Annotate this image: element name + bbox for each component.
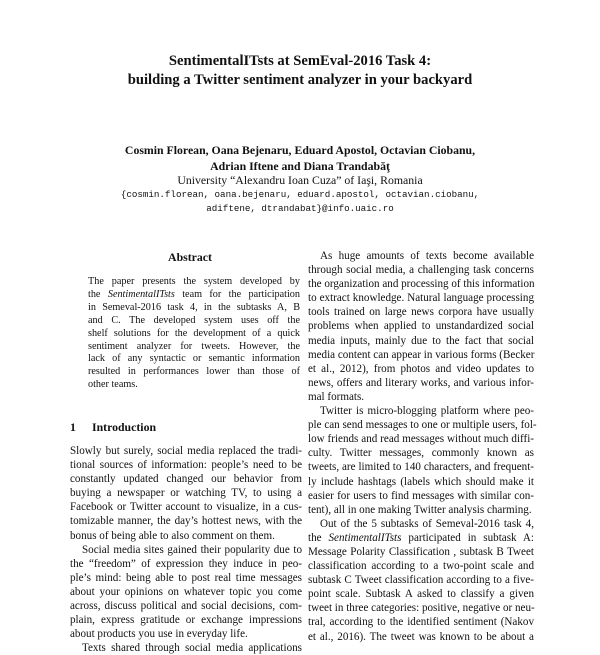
paper-title bbox=[60, 52, 540, 90]
system-name: SentimentalITsts bbox=[107, 288, 175, 300]
text-line: tomizable manner, the day’s hottest news, with the bbox=[70, 515, 302, 528]
abstract-line: other teams. bbox=[88, 379, 138, 391]
authors-line-2: Adrian Iftene and Diana Trandabăţ bbox=[210, 158, 390, 173]
text-line: Facebook or Twitter account to visualize, in a cus- bbox=[70, 501, 302, 514]
section-number: 1 bbox=[70, 420, 76, 434]
text-line: problems when applied to unstandardized social bbox=[308, 320, 534, 333]
author-list bbox=[60, 143, 540, 174]
left-column-text bbox=[70, 444, 302, 655]
text-line: et al., 2016). The tweet was known to be about a bbox=[308, 630, 534, 643]
abstract-line: resulted in performances lower than those of bbox=[88, 366, 300, 378]
text-line: As huge amounts of texts become available bbox=[320, 250, 534, 262]
affiliation: University “Alexandru Ioan Cuza” of Iaşi, Romania bbox=[177, 173, 423, 187]
text-line: tools trained on large news corpora have usually bbox=[308, 306, 534, 319]
text-line: mal formats. bbox=[308, 390, 365, 403]
right-column-text bbox=[308, 249, 537, 644]
text-line: subtask C Tweet classification according to a five- bbox=[308, 574, 534, 587]
text-line: Slowly but surely, social media replaced the tradi- bbox=[70, 445, 302, 457]
text-line: Texts shared through social media applications bbox=[82, 642, 302, 655]
text-line: ple can send messages to one or multiple users, fol- bbox=[308, 419, 537, 432]
abstract-line: shelf solutions for the development of a quick bbox=[88, 327, 300, 339]
text-line: easier for users to find messages with similar con- bbox=[308, 489, 534, 502]
text-line: culty. Twitter messages, commonly known as bbox=[308, 447, 534, 460]
text-line: tional sources of information: people’s need to be bbox=[70, 459, 302, 472]
abstract-line: lack of any syntactic or semantic information bbox=[88, 353, 300, 365]
abstract-line: The paper presents the system developed by bbox=[88, 276, 300, 287]
section-title: Introduction bbox=[92, 420, 157, 434]
abstract-body bbox=[88, 276, 300, 392]
text-line: about products you use in everyday life. bbox=[70, 628, 248, 641]
system-name: SentimentalITsts bbox=[328, 531, 402, 544]
text-line: the SentimentalITsts participated in subtask A: bbox=[308, 531, 534, 544]
text-line: et al., 2012), from photos and video updates to bbox=[308, 362, 534, 375]
text-line: point scale. Subtask A asked to classify a given bbox=[308, 588, 534, 601]
text-line: ple’s mind: being able to post real time messages bbox=[70, 571, 302, 584]
text-line: tweet in three categories: positive, negative or neu- bbox=[308, 602, 535, 615]
text-line: through social media, a challenging task concerns bbox=[308, 264, 534, 277]
text-line: tent), all in one making Twitter analysis charming. bbox=[308, 503, 532, 516]
text-line: constantly updated changed our behavior from bbox=[70, 473, 302, 486]
text-line: about your opinions on whatever topic you come bbox=[70, 585, 302, 598]
author-emails bbox=[60, 188, 540, 216]
section-heading-introduction bbox=[70, 420, 300, 435]
text-line: buying a newspaper or watching TV, to using a bbox=[70, 487, 302, 500]
emails-line-2: adiftene, dtrandabat}@info.uaic.ro bbox=[206, 203, 394, 214]
text-line: bonus of being able to also comment on them. bbox=[70, 529, 275, 542]
abstract-line: in Semeval-2016 task 4, in the subtasks A, B bbox=[88, 301, 300, 313]
text-line: low friends and read messages without much diffi- bbox=[308, 433, 534, 446]
title-line-2: building a Twitter sentiment analyzer in your backyard bbox=[127, 72, 473, 88]
text-line: across, discuss political and social decisions, com- bbox=[70, 600, 302, 613]
text-line: tweets, are limited to 140 characters, and frequent- bbox=[308, 461, 534, 474]
text-line: the “freedom” of expression they induce in peo- bbox=[70, 557, 302, 570]
text-line: Twitter is micro-blogging platform where peo- bbox=[320, 405, 534, 418]
abstract-line: sentiment analyzer for tweets. However, the bbox=[88, 340, 300, 352]
text-line: Social media sites gained their popularity due to bbox=[82, 543, 302, 556]
emails-line-1: {cosmin.florean, oana.bejenaru, eduard.apostol, octavian.ciobanu, bbox=[120, 189, 480, 200]
authors-line-1: Cosmin Florean, Oana Bejenaru, Eduard Apostol, Octavian Ciobanu, bbox=[124, 143, 476, 157]
text-line: to extract knowledge. Natural language processing bbox=[308, 292, 534, 305]
text-line: news, offers and literary works, and various infor- bbox=[308, 376, 534, 389]
abstract-line: and C. The developed system uses off the bbox=[88, 314, 300, 326]
text-line: the organization and processing of this information bbox=[308, 278, 535, 291]
text-line: tral, according to the identified sentiment (Nakov bbox=[308, 616, 534, 629]
abstract-heading: Abstract bbox=[168, 250, 212, 264]
text-line: ly include hashtags (labels which should make it bbox=[308, 475, 534, 488]
text-line: media inputs, mainly due to the fact that social bbox=[308, 334, 534, 347]
text-line: Message Polarity Classification , subtask B Tweet bbox=[308, 545, 534, 558]
text-line: plain, express gratitude or exchange impressions bbox=[70, 614, 302, 627]
text-line: Out of the 5 subtasks of Semeval-2016 task 4, bbox=[320, 517, 534, 530]
abstract-line: the SentimentalITsts team for the participation bbox=[88, 288, 300, 300]
title-line-1: SentimentalITsts at SemEval-2016 Task 4: bbox=[168, 53, 432, 69]
text-line: media content can appear in various forms (Becker bbox=[308, 348, 535, 361]
text-line: classification according to a two-point scale and bbox=[308, 560, 534, 573]
